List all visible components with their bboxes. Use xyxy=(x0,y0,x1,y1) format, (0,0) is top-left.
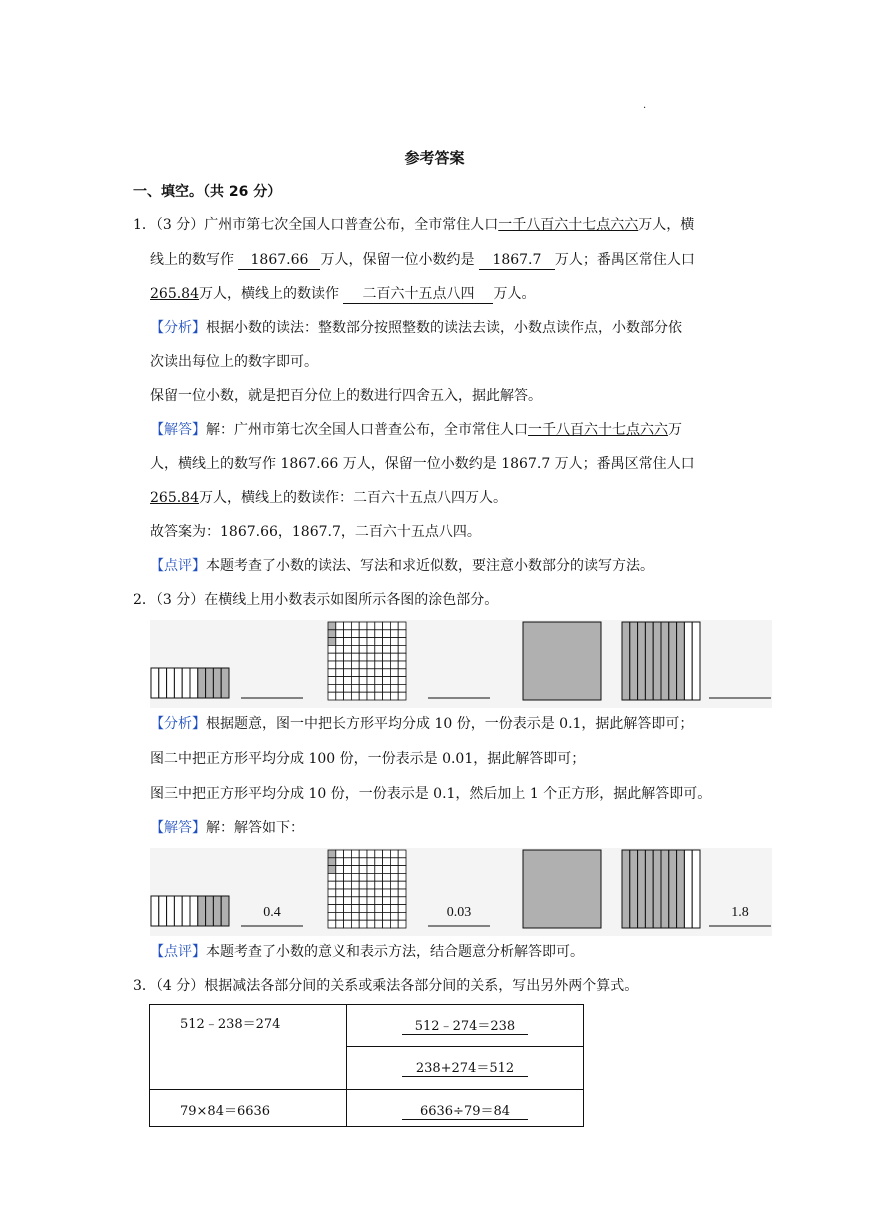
fig2-cell xyxy=(351,645,359,653)
fig2-cell xyxy=(344,630,352,638)
fig2-cell xyxy=(390,661,398,669)
fig2-cell xyxy=(375,850,383,858)
fig3-strip xyxy=(653,622,661,700)
fig2-cell xyxy=(375,630,383,638)
fig2-cell xyxy=(359,873,367,881)
page-title: 参考答案 xyxy=(404,149,465,167)
fig2-cell xyxy=(398,858,406,866)
fig2-cell xyxy=(351,858,359,866)
fig2-cell xyxy=(367,669,375,677)
q1-analysis: 【分析】根据小数的读法：整数部分按照整数的读法去读，小数点读作点，小数部分依 xyxy=(150,320,682,336)
fig2-cell xyxy=(398,661,406,669)
fig2-cell xyxy=(359,669,367,677)
q3-answer-cell-1: 512﹣274＝238 xyxy=(347,1005,584,1047)
fig2-cell xyxy=(367,858,375,866)
fig2-cell xyxy=(328,889,336,897)
fig2-cell xyxy=(375,653,383,661)
q1-line1: 1．（3 分）广州市第七次全国人口普查公布，全市常住人口一千八百六十七点六六万人，横 xyxy=(133,217,695,233)
fig2-cell xyxy=(344,850,352,858)
fig2-cell xyxy=(367,677,375,685)
fig2-cell xyxy=(344,669,352,677)
q2-analysis: 【分析】根据题意，图一中把长方形平均分成 10 份，一份表示是 0.1，据此解答即可； xyxy=(150,716,694,732)
fig2-cell xyxy=(367,638,375,646)
fig2-cell xyxy=(375,920,383,928)
fig2-cell xyxy=(398,677,406,685)
fig2-cell xyxy=(383,881,391,889)
fig2-cell xyxy=(375,897,383,905)
fig2-cell xyxy=(351,850,359,858)
fig2-cell xyxy=(359,905,367,913)
fig2-cell xyxy=(367,622,375,630)
fig2-cell xyxy=(336,850,344,858)
fig2-cell xyxy=(344,905,352,913)
fig2-cell xyxy=(328,684,336,692)
fig2-cell xyxy=(328,873,336,881)
fig2-cell xyxy=(336,645,344,653)
fig1-strip xyxy=(151,896,159,926)
fig2-cell xyxy=(359,622,367,630)
fig2-cell xyxy=(344,873,352,881)
fig2-cell xyxy=(328,692,336,700)
q1-analysis-2: 次读出每位上的数字即可。 xyxy=(150,354,318,370)
fig2-cell xyxy=(344,684,352,692)
fig3-strip xyxy=(645,622,653,700)
fig2-cell xyxy=(398,645,406,653)
fig2-cell xyxy=(328,858,336,866)
fig2-cell xyxy=(359,692,367,700)
fig2-cell xyxy=(383,638,391,646)
fig2-cell xyxy=(367,920,375,928)
fig2-cell xyxy=(359,850,367,858)
fig2-cell xyxy=(351,873,359,881)
fig2-cell xyxy=(390,645,398,653)
fig2-cell xyxy=(359,677,367,685)
q3-stem: 3．（4 分）根据减法各部分间的关系或乘法各部分间的关系，写出另外两个算式。 xyxy=(133,978,639,994)
fig2-cell xyxy=(344,920,352,928)
fig2-cell xyxy=(344,661,352,669)
page-dot: . xyxy=(643,100,647,111)
fig2-cell xyxy=(375,622,383,630)
fig2-cell xyxy=(328,645,336,653)
fig2-cell xyxy=(351,897,359,905)
fig2-cell xyxy=(383,661,391,669)
fig2-cell xyxy=(367,889,375,897)
fig2-cell xyxy=(344,677,352,685)
fig2-cell xyxy=(359,653,367,661)
fig2-cell xyxy=(328,630,336,638)
fig3-strip xyxy=(630,850,638,928)
fig2-cell xyxy=(375,912,383,920)
fig2-cell xyxy=(344,645,352,653)
fig2-cell xyxy=(375,905,383,913)
fig2-cell xyxy=(398,881,406,889)
fig2-cell xyxy=(375,684,383,692)
fig2-cell xyxy=(344,897,352,905)
fig2-cell xyxy=(375,669,383,677)
fig2-cell xyxy=(390,669,398,677)
fig2-cell xyxy=(344,692,352,700)
q2-answer-1: 0.4 xyxy=(263,905,281,920)
fig2-cell xyxy=(336,881,344,889)
fig2-cell xyxy=(383,866,391,874)
fig2-cell xyxy=(351,692,359,700)
fig2-cell xyxy=(359,881,367,889)
fig2-cell xyxy=(328,881,336,889)
q3-table xyxy=(149,1004,584,1127)
fig1-strip xyxy=(206,668,214,698)
fig2-cell xyxy=(351,622,359,630)
fig2-cell xyxy=(375,692,383,700)
fig2-cell xyxy=(383,905,391,913)
fig1-strip xyxy=(213,896,221,926)
fig2-cell xyxy=(351,669,359,677)
fig2-cell xyxy=(344,858,352,866)
fig2-cell xyxy=(367,866,375,874)
fig2-cell xyxy=(367,912,375,920)
fig2-cell xyxy=(390,622,398,630)
q1-blank-1: 1867.66 xyxy=(238,251,320,270)
q1-solution-2: 人，横线上的数写作 1867.66 万人，保留一位小数约是 1867.7 万人；番禺区常住人口 xyxy=(150,456,695,472)
fig2-cell xyxy=(398,669,406,677)
fig3-strip xyxy=(661,622,669,700)
fig1-strip xyxy=(221,896,229,926)
fig2-cell xyxy=(390,638,398,646)
fig2-cell xyxy=(375,645,383,653)
fig2-cell xyxy=(336,638,344,646)
fig1-strip xyxy=(159,896,167,926)
q1-line3: 265.84万人，横线上的数读作 二百六十五点八四 万人。 xyxy=(150,286,536,302)
fig2-cell xyxy=(383,630,391,638)
fig2-cell xyxy=(328,653,336,661)
fig2-cell xyxy=(344,653,352,661)
fig2-cell xyxy=(351,653,359,661)
q1-answer: 故答案为：1867.66，1867.7，二百六十五点八四。 xyxy=(150,524,481,540)
fig2-cell xyxy=(383,889,391,897)
fig2-cell xyxy=(398,850,406,858)
fig3-strip xyxy=(630,622,638,700)
fig1-strip xyxy=(174,668,182,698)
fig2-cell xyxy=(359,661,367,669)
q1-solution: 【解答】解：广州市第七次全国人口普查公布，全市常住人口一千八百六十七点六六万 xyxy=(150,422,682,438)
fig2-cell xyxy=(383,912,391,920)
fig2-cell xyxy=(336,684,344,692)
q1-blank-3: 二百六十五点八四 xyxy=(343,285,493,304)
fig2-cell xyxy=(398,622,406,630)
fig2-cell xyxy=(390,653,398,661)
fig2-cell xyxy=(336,677,344,685)
fig3-strip xyxy=(653,850,661,928)
fig2-cell xyxy=(351,661,359,669)
fig2-cell xyxy=(367,850,375,858)
fig2-cell xyxy=(383,897,391,905)
fig2-cell xyxy=(375,889,383,897)
fig2-cell xyxy=(383,920,391,928)
fig2-cell xyxy=(390,873,398,881)
fig2-cell xyxy=(359,920,367,928)
fig2-cell xyxy=(375,873,383,881)
fig2-cell xyxy=(398,897,406,905)
q3-given-1: 512﹣238＝274 xyxy=(150,1005,347,1090)
fig1-strip xyxy=(198,896,206,926)
fig1-strip xyxy=(206,896,214,926)
fig2-cell xyxy=(383,653,391,661)
fig2-cell xyxy=(367,630,375,638)
q1-solution-3: 265.84万人，横线上的数读作：二百六十五点八四万人。 xyxy=(150,490,507,506)
fig1-strip xyxy=(221,668,229,698)
fig2-cell xyxy=(328,912,336,920)
fig2-cell xyxy=(398,873,406,881)
fig2-cell xyxy=(383,858,391,866)
fig2-cell xyxy=(336,912,344,920)
fig3-strip xyxy=(638,850,646,928)
fig2-cell xyxy=(336,905,344,913)
fig2-cell xyxy=(390,692,398,700)
fig2-cell xyxy=(375,866,383,874)
fig3-strip xyxy=(638,622,646,700)
fig2-cell xyxy=(328,638,336,646)
fig3-strip xyxy=(661,850,669,928)
fig2-cell xyxy=(398,905,406,913)
fig2-cell xyxy=(328,897,336,905)
fig2-cell xyxy=(359,912,367,920)
q3-given-2: 79×84＝6636 xyxy=(150,1090,347,1127)
fig2-cell xyxy=(383,873,391,881)
fig1-strip xyxy=(167,896,175,926)
fig2-cell xyxy=(344,881,352,889)
fig2-cell xyxy=(398,638,406,646)
fig2-cell xyxy=(336,873,344,881)
fig2-cell xyxy=(383,677,391,685)
fig2-cell xyxy=(390,889,398,897)
fig2-cell xyxy=(367,653,375,661)
fig3-strip xyxy=(684,622,692,700)
fig3-strip xyxy=(645,850,653,928)
fig2-cell xyxy=(383,645,391,653)
q1-review: 【点评】本题考查了小数的读法、写法和求近似数，要注意小数部分的读写方法。 xyxy=(150,558,654,574)
fig1-strip xyxy=(159,668,167,698)
fig3-strip xyxy=(669,850,677,928)
fig2-cell xyxy=(390,630,398,638)
fig2-cell xyxy=(328,677,336,685)
fig2-cell xyxy=(375,661,383,669)
q2-answer-2: 0.03 xyxy=(446,905,472,920)
fig3-strip xyxy=(677,850,685,928)
fig2-cell xyxy=(351,881,359,889)
fig2-cell xyxy=(367,897,375,905)
fig2-cell xyxy=(336,653,344,661)
fig1-strip xyxy=(190,896,198,926)
q1-blank-2: 1867.7 xyxy=(479,251,555,270)
fig2-cell xyxy=(336,858,344,866)
fig2-cell xyxy=(344,889,352,897)
fig3-strip xyxy=(677,622,685,700)
fig1-strip xyxy=(174,896,182,926)
fig3-strip xyxy=(692,850,700,928)
fig2-cell xyxy=(351,889,359,897)
fig2-cell xyxy=(383,622,391,630)
fig3-strip xyxy=(684,850,692,928)
fig3-full-square xyxy=(523,622,601,700)
fig1-strip xyxy=(213,668,221,698)
fig2-cell xyxy=(351,920,359,928)
fig3-strip xyxy=(669,622,677,700)
fig2-cell xyxy=(375,638,383,646)
fig2-cell xyxy=(344,912,352,920)
fig2-cell xyxy=(367,905,375,913)
fig2-cell xyxy=(367,645,375,653)
fig2-cell xyxy=(328,669,336,677)
q2-stem: 2．（3 分）在横线上用小数表示如图所示各图的涂色部分。 xyxy=(133,592,499,608)
fig2-cell xyxy=(398,912,406,920)
fig2-cell xyxy=(351,630,359,638)
fig2-cell xyxy=(351,677,359,685)
fig2-cell xyxy=(390,858,398,866)
analysis-tag: 【分析】 xyxy=(150,320,206,336)
fig2-cell xyxy=(375,858,383,866)
fig2-cell xyxy=(398,630,406,638)
fig2-cell xyxy=(336,920,344,928)
fig3-strip xyxy=(622,622,630,700)
q2-analysis-2: 图二中把正方形平均分成 100 份，一份表示是 0.01，据此解答即可； xyxy=(150,751,586,767)
q2-solution: 【解答】解：解答如下： xyxy=(150,820,304,836)
fig2-cell xyxy=(367,873,375,881)
fig2-cell xyxy=(359,638,367,646)
q1-line2: 线上的数写作 1867.66 万人，保留一位小数约是 1867.7 万人；番禺区常住人口 xyxy=(150,252,695,268)
fig2-cell xyxy=(398,889,406,897)
fig3-full-square xyxy=(523,850,601,928)
section-heading: 一、填空。（共 26 分） xyxy=(133,184,282,200)
fig1-strip xyxy=(182,896,190,926)
q2-analysis-3: 图三中把正方形平均分成 10 份，一份表示是 0.1，然后加上 1 个正方形，据此解答即可。 xyxy=(150,786,712,802)
solution-tag: 【解答】 xyxy=(150,422,206,438)
fig2-cell xyxy=(336,897,344,905)
fig2-cell xyxy=(375,881,383,889)
fig2-cell xyxy=(328,905,336,913)
fig2-cell xyxy=(328,866,336,874)
fig1-strip xyxy=(190,668,198,698)
q3-answer-cell-3: 6636÷79＝84 xyxy=(347,1090,584,1127)
fig2-cell xyxy=(398,920,406,928)
fig2-cell xyxy=(328,622,336,630)
q3-answer-cell-2: 238+274＝512 xyxy=(347,1046,584,1089)
fig2-cell xyxy=(390,866,398,874)
fig1-strip xyxy=(151,668,159,698)
fig2-cell xyxy=(390,920,398,928)
fig2-cell xyxy=(336,692,344,700)
fig2-cell xyxy=(359,645,367,653)
fig2-cell xyxy=(359,630,367,638)
fig2-cell xyxy=(344,638,352,646)
fig2-cell xyxy=(351,866,359,874)
fig2-cell xyxy=(390,684,398,692)
fig2-cell xyxy=(336,661,344,669)
fig2-cell xyxy=(375,677,383,685)
fig2-cell xyxy=(344,622,352,630)
fig2-cell xyxy=(336,630,344,638)
fig2-cell xyxy=(367,684,375,692)
q1-underlined-number: 一千八百六十七点六六 xyxy=(498,217,639,233)
fig2-cell xyxy=(328,661,336,669)
fig2-cell xyxy=(383,684,391,692)
fig2-cell xyxy=(398,684,406,692)
fig2-cell xyxy=(336,669,344,677)
fig2-cell xyxy=(390,912,398,920)
fig2-cell xyxy=(328,850,336,858)
fig2-cell xyxy=(351,684,359,692)
fig2-cell xyxy=(359,866,367,874)
fig3-strip xyxy=(622,850,630,928)
fig1-strip xyxy=(198,668,206,698)
fig3-strip xyxy=(692,622,700,700)
fig2-cell xyxy=(367,692,375,700)
fig1-strip xyxy=(167,668,175,698)
fig1-strip xyxy=(182,668,190,698)
fig2-cell xyxy=(383,692,391,700)
fig2-cell xyxy=(390,905,398,913)
fig2-cell xyxy=(351,638,359,646)
fig2-cell xyxy=(359,897,367,905)
q2-review: 【点评】本题考查了小数的意义和表示方法，结合题意分析解答即可。 xyxy=(150,944,584,960)
fig2-cell xyxy=(351,912,359,920)
fig2-cell xyxy=(336,889,344,897)
fig2-cell xyxy=(367,881,375,889)
fig2-cell xyxy=(359,858,367,866)
fig2-cell xyxy=(383,669,391,677)
review-tag: 【点评】 xyxy=(150,558,206,574)
fig2-cell xyxy=(359,889,367,897)
fig2-cell xyxy=(390,677,398,685)
fig2-cell xyxy=(383,850,391,858)
q2-answer-3: 1.8 xyxy=(731,905,749,920)
fig2-cell xyxy=(398,653,406,661)
fig2-cell xyxy=(390,881,398,889)
fig2-cell xyxy=(344,866,352,874)
fig2-cell xyxy=(336,622,344,630)
fig2-cell xyxy=(359,684,367,692)
fig2-cell xyxy=(398,692,406,700)
fig2-cell xyxy=(390,850,398,858)
fig2-cell xyxy=(328,920,336,928)
fig2-cell xyxy=(367,661,375,669)
fig2-cell xyxy=(336,866,344,874)
q1-analysis-3: 保留一位小数，就是把百分位上的数进行四舍五入，据此解答。 xyxy=(150,388,542,404)
fig2-cell xyxy=(351,905,359,913)
fig2-cell xyxy=(390,897,398,905)
fig2-cell xyxy=(398,866,406,874)
